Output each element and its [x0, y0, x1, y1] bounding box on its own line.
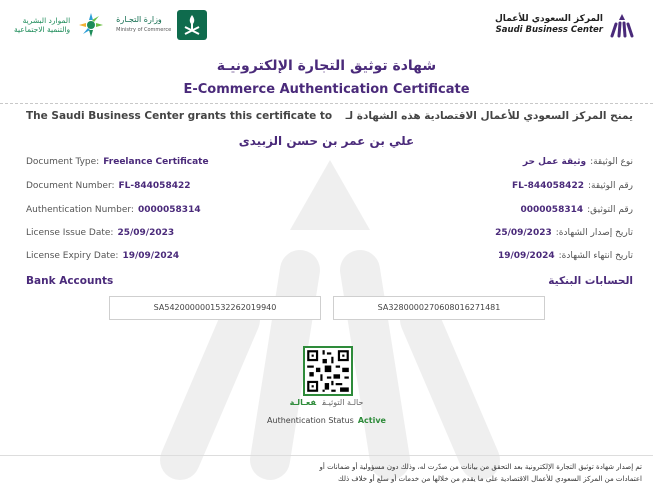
qr-code-icon[interactable]	[303, 346, 353, 396]
iban-box-1: SA5420000001532262019940	[109, 296, 321, 320]
grant-statement-en: The Saudi Business Center grants this certificate to	[26, 110, 333, 122]
disclaimer-text: تم إصدار شهادة توثيق التجارة الإلكترونية بعد التحقق من بيانات من صدّرت له، وذلك دون مسؤولية أو ضمانات أو اعتمادات من المركز السعودي للأعمال الاقتصادية على ما يقدم من خلالها من خدمات أو سلع أو خلاف ذلك	[319, 463, 642, 483]
sbc-logo-icon	[609, 12, 635, 38]
detail-row-authentication-number: Authentication Number: 0000058314	[26, 205, 201, 215]
bank-accounts-heading-ar: الحسابات البنكية	[548, 275, 633, 287]
certificate-title-ar: شهادة توثيق التجارة الإلكترونيـة	[216, 58, 437, 74]
detail-row-issue-date: License Issue Date: 25/09/2023	[26, 228, 175, 238]
government-logos	[14, 10, 207, 40]
authentication-status-ar: حالـة التوثيـقفعـالـة	[289, 398, 364, 407]
moc-logo-text: وزارة التجـارة Ministry of Commerce	[116, 15, 172, 33]
detail-row-document-type-ar: نوع الوثيقة:وثيقة عمل حر	[522, 157, 633, 167]
footer-divider	[0, 455, 653, 456]
detail-row-expiry-date-ar: تاريخ انتهاء الشهادة:19/09/2024	[497, 251, 633, 261]
certificate-title-en: E-Commerce Authentication Certificate	[183, 82, 470, 97]
detail-row-document-number: Document Number: FL-844058422	[26, 181, 191, 191]
detail-row-document-type: Document Type: Freelance Certificate	[26, 157, 209, 167]
divider	[0, 103, 653, 104]
detail-row-expiry-date: License Expiry Date: 19/09/2024	[26, 251, 180, 261]
detail-row-authentication-number-ar: رقم التوثيق:0000058314	[520, 205, 633, 215]
detail-row-issue-date-ar: تاريخ إصدار الشهادة:25/09/2023	[495, 228, 633, 238]
detail-row-document-number-ar: رقم الوثيقة:FL-844058422	[511, 181, 633, 191]
authentication-status-en: Authentication Status Active	[267, 416, 386, 425]
sbc-logo	[495, 12, 635, 38]
hrsd-logo-text: الموارد البشرية والتنمية الاجتماعية	[14, 16, 71, 34]
iban-box-2: SA3280000270608016271481	[333, 296, 545, 320]
bank-accounts-heading: Bank Accounts	[26, 275, 114, 287]
hrsd-logo-icon	[74, 11, 108, 39]
sbc-logo-text: المركز السعودي للأعمال Saudi Business Center	[495, 14, 603, 35]
saudi-emblem-icon	[177, 10, 207, 40]
certificate-holder-name: علي بن عمر بن حسن الزبيدى	[238, 134, 415, 148]
grant-statement-ar: يمنح المركز السعودي للأعمال الاقتصادية هذه الشهادة لـ	[345, 110, 633, 122]
